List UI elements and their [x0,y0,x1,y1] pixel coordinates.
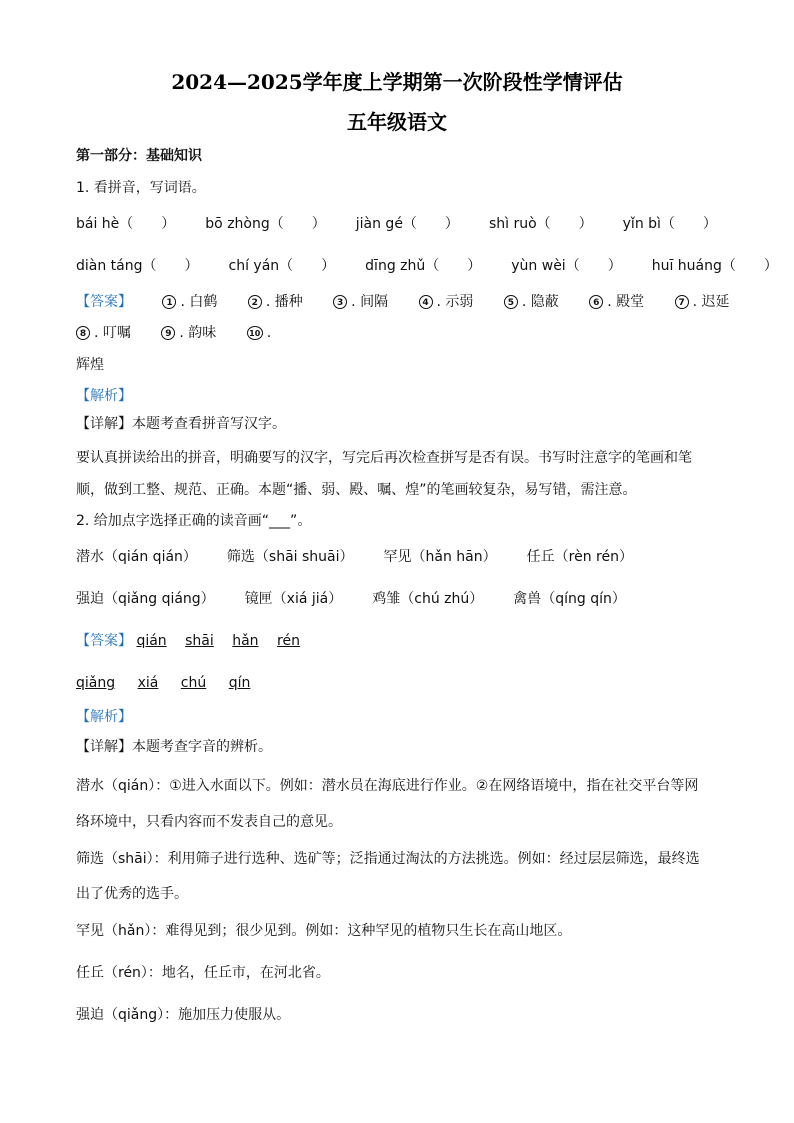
answer-item: chú [180,675,207,691]
q2-item: 潜水（qián qián） [76,549,197,565]
q2-prompt: 2. 给加点字选择正确的读音画“___”。 [76,513,312,529]
circled-number: 9 [161,326,175,340]
answer-item: 7 . 迟延 [675,292,730,312]
q2-detail-heading: 【详解】本题考查字音的辨析。 [76,739,272,755]
q1-item: yùn wèi（ ） [511,258,622,274]
q1-answer-row1 [76,292,730,312]
q2-item: 任丘（rèn rén） [526,549,633,565]
answer-item: xiá [137,675,159,691]
circled-number: 6 [589,295,603,309]
q2-answer-row2 [76,673,250,693]
q2-item: 筛选（shāi shuāi） [226,549,354,565]
answer-item: qián [136,633,167,649]
q1-answer-continued: 辉煌 [76,357,104,373]
q1-pinyin-row1 [76,214,747,234]
q1-prompt: 1. 看拼音，写词语。 [76,180,206,196]
q1-answer-row2 [76,323,297,343]
q2-item: 鸡雏（chú zhú） [372,591,484,607]
q1-item: yǐn bì（ ） [622,216,717,232]
answer-item: qiǎng [76,675,116,691]
answer-label: 【答案】 [76,633,132,649]
q1-pinyin-row2 [76,256,794,276]
answer-item: 3 . 间隔 [333,292,388,312]
q2-item: 罕见（hǎn hān） [383,549,497,565]
q2-detail-text: 强迫（qiǎng）：施加压力使服从。 [76,1007,291,1023]
q2-options-row2 [76,589,656,609]
q1-item: shì ruò（ ） [488,216,593,232]
q2-item: 强迫（qiǎng qiáng） [76,591,215,607]
answer-item: 6 . 殿堂 [589,292,644,312]
section-heading: 第一部分：基础知识 [76,148,202,164]
circled-number: 3 [333,295,347,309]
answer-item: 8 . 叮嘱 [76,323,131,343]
q1-detail-text: 要认真拼读给出的拼音，明确要写的汉字，写完后再次检查拼写是否有误。书写时注意字的笔画和笔 [76,450,692,466]
q1-item: jiàn gé（ ） [355,216,459,232]
q2-item: 镜匣（xiá jiá） [244,591,343,607]
answer-item: 5 . 隐蔽 [504,292,559,312]
circled-number: 1 [162,295,176,309]
circled-number: 5 [504,295,518,309]
circled-number: 7 [675,295,689,309]
q1-item: chí yán（ ） [228,258,336,274]
answer-label: 【答案】 [76,294,132,310]
circled-number: 8 [76,326,90,340]
answer-item: 9 . 韵味 [161,323,216,343]
q1-item: huī huáng（ ） [651,258,778,274]
answer-item: 10 . [247,323,271,343]
answer-item: 1 . 白鹤 [162,292,217,312]
q1-item: bái hè（ ） [76,216,176,232]
answer-item: shāi [185,633,214,649]
page-title: 2024—2025学年度上学期第一次阶段性学情评估 [171,70,623,94]
q2-detail-text: 筛选（shāi）：利用筛子进行选种、选矿等；泛指通过淘汰的方法挑选。例如：经过层层筛选，最终选 [76,851,700,867]
answer-item: 4 . 示弱 [419,292,474,312]
answer-item: qín [228,675,251,691]
circled-number: 10 [247,326,263,340]
q2-detail-text: 络环境中，只看内容而不发表自己的意见。 [76,814,342,830]
q2-answer-row1 [76,631,300,651]
q2-detail-text: 罕见（hǎn）：难得见到；很少见到。例如：这种罕见的植物只生长在高山地区。 [76,923,572,939]
answer-item: 2 . 播种 [248,292,303,312]
q1-item: diàn táng（ ） [76,258,199,274]
q2-detail-text: 出了优秀的选手。 [76,886,188,902]
q2-item: 禽兽（qíng qín） [513,591,626,607]
q2-detail-text: 潜水（qián）：①进入水面以下。例如：潜水员在海底进行作业。②在网络语境中，指在社交平台等网 [76,778,699,794]
analysis-label: 【解析】 [76,388,132,404]
answer-item: hǎn [232,633,259,649]
q1-detail-text: 顺，做到工整、规范、正确。本题“播、弱、殿、嘱、煌”的笔画较复杂，易写错，需注意。 [76,482,637,498]
analysis-label: 【解析】 [76,709,132,725]
q1-item: bō zhòng（ ） [205,216,326,232]
circled-number: 2 [248,295,262,309]
answer-item: rén [277,633,300,649]
circled-number: 4 [419,295,433,309]
q1-detail-heading: 【详解】本题考查看拼音写汉字。 [76,416,286,432]
q1-item: dīng zhǔ（ ） [365,258,482,274]
q2-detail-text: 任丘（rén）：地名，任丘市，在河北省。 [76,965,330,981]
q2-options-row1 [76,547,663,567]
page-subtitle: 五年级语文 [347,110,447,134]
